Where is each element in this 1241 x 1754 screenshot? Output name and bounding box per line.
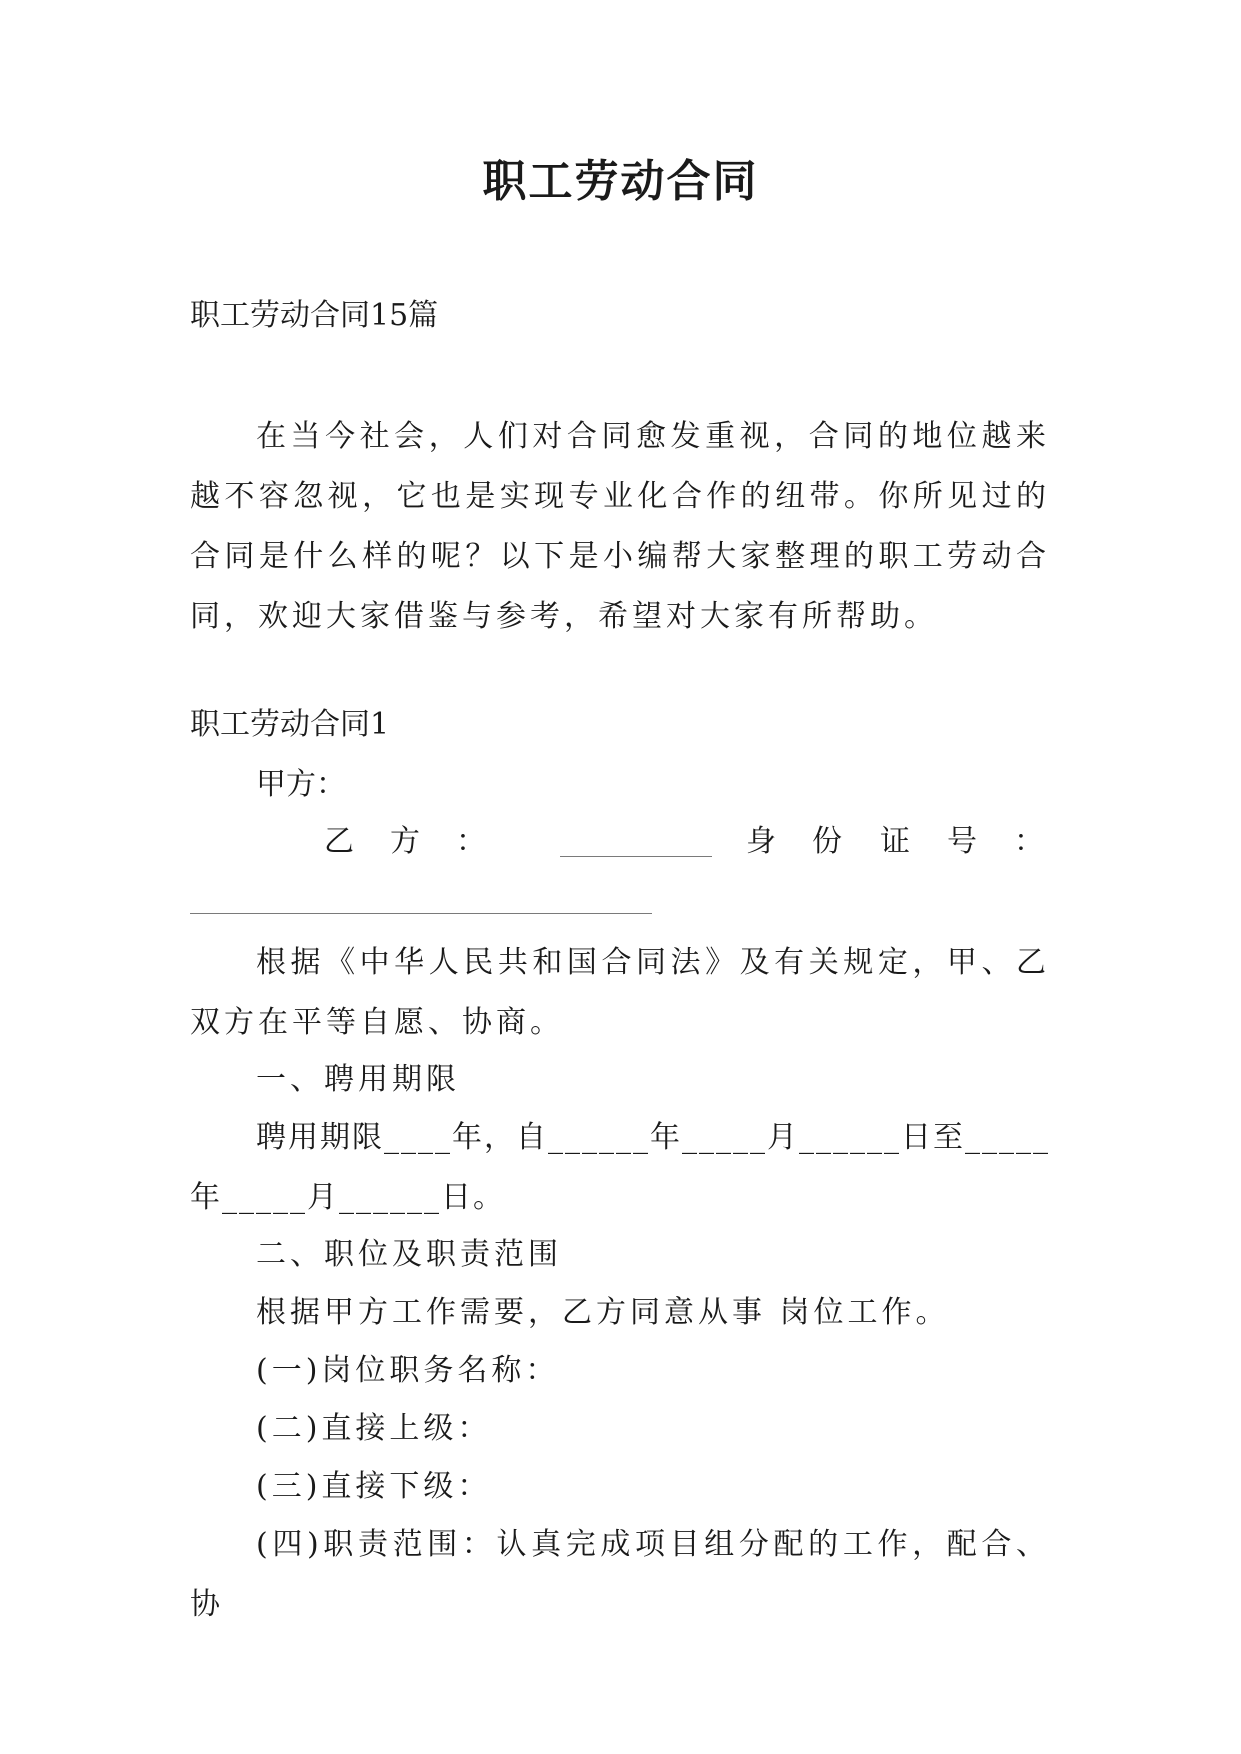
item-responsibilities: (四)职责范围：认真完成项目组分配的工作，配合、协 (190, 1527, 1050, 1622)
party-b-name-blank (560, 856, 712, 857)
item-superior: (二)直接上级： (256, 1411, 492, 1446)
item-subordinate: (三)直接下级： (256, 1469, 492, 1504)
item-job-title: (一)岗位职务名称： (256, 1353, 560, 1388)
party-a-label: 甲方： (256, 767, 346, 802)
id-number-blank (190, 913, 652, 914)
party-b-char-1: 乙 (324, 824, 354, 859)
paragraph-basis: 根据《中华人民共和国合同法》及有关规定，甲、乙双方在平等自愿、协商。 (190, 945, 1050, 1040)
section-title: 职工劳动合同1 (190, 707, 390, 742)
party-b-char-2: 方 (390, 824, 420, 859)
document-subtitle: 职工劳动合同15篇 (190, 298, 439, 333)
heading-term: 一、聘用期限 (256, 1062, 460, 1097)
id-label-char-4: 号 (947, 824, 977, 859)
paragraph-position: 根据甲方工作需要，乙方同意从事 岗位工作。 (256, 1295, 950, 1330)
document-title: 职工劳动合同 (482, 156, 759, 207)
heading-position: 二、职位及职责范围 (256, 1237, 562, 1272)
id-label-colon: ： (1014, 824, 1044, 859)
id-label-char-1: 身 (746, 824, 776, 859)
party-b-colon: ： (456, 824, 486, 859)
party-b-row (190, 822, 1050, 862)
paragraph-term: 聘用期限____年，自______年_____月______日至_____年_____月______日。 (190, 1120, 1050, 1215)
id-label-char-2: 份 (812, 824, 842, 859)
intro-paragraph: 在当今社会，人们对合同愈发重视，合同的地位越来越不容忽视，它也是实现专业化合作的纽带。你所见过的合同是什么样的呢？以下是小编帮大家整理的职工劳动合同，欢迎大家借鉴与参考，希望对大家有所帮助。 (190, 419, 1050, 634)
id-label-char-3: 证 (880, 824, 910, 859)
